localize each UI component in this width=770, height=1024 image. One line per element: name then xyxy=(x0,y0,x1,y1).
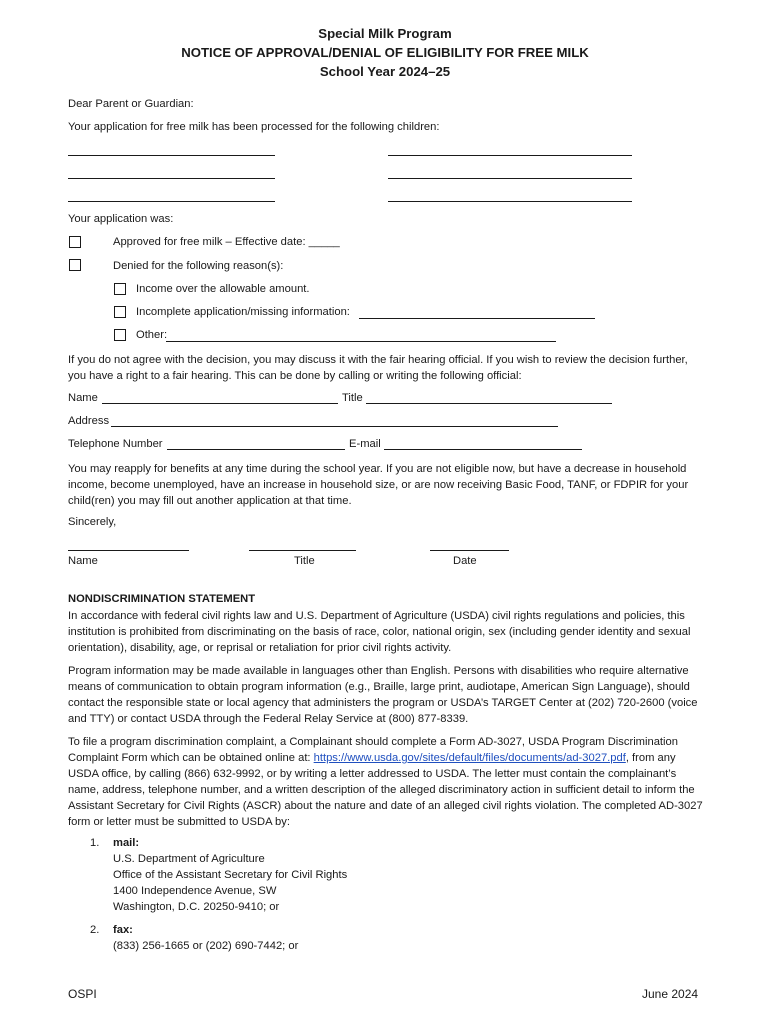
child-name-line[interactable] xyxy=(388,178,632,179)
signature-name-label: Name xyxy=(68,555,98,567)
signature-title-line[interactable] xyxy=(249,550,356,551)
child-name-line[interactable] xyxy=(68,155,275,156)
processed-intro: Your application for free milk has been processed for the following children: xyxy=(68,121,440,133)
missing-info-line[interactable] xyxy=(359,318,595,319)
footer-date: June 2024 xyxy=(642,987,699,1001)
nondiscrimination-para-2: Program information may be made available in languages other than English. Persons with disabilities who require alternative means of communication to obtain program information (e.g., Braille, large print, audiotape, American Sign Language), should contact the responsible state or local agency that administers the program or USDA’s TARGET Center at (202) 720-2600 (voice and TTY) or contact USDA through the Federal Relay Service at (800) 877-8339. xyxy=(68,665,698,725)
official-name-label: Name xyxy=(68,392,98,404)
complaint-text-after: , from any USDA office, by calling (866) 632-9992, or by writing a letter addressed to USDA. The letter must contain the complainant’s name, address, telephone number, and a written description of the alleged discriminatory action in sufficient detail to inform the Assistant Secretary for Civil Rights (ASCR) about the nature and date of an alleged civil rights violation. The completed AD-3027 form or letter must be submitted to USDA by: xyxy=(68,752,703,828)
official-title-label: Title xyxy=(342,392,363,404)
child-name-line[interactable] xyxy=(68,178,275,179)
official-title-line[interactable] xyxy=(366,403,612,404)
official-name-line[interactable] xyxy=(102,403,338,404)
notice-title: NOTICE OF APPROVAL/DENIAL OF ELIGIBILITY FOR FREE MILK xyxy=(181,45,589,60)
official-address-line[interactable] xyxy=(111,426,558,427)
child-name-line[interactable] xyxy=(388,155,632,156)
fax-numbers: (833) 256-1665 or (202) 690-7442; or xyxy=(113,940,299,952)
mail-label: mail: xyxy=(113,837,140,849)
salutation: Dear Parent or Guardian: xyxy=(68,98,194,110)
signature-date-line[interactable] xyxy=(430,550,509,551)
list-item-number: 1. xyxy=(90,837,100,849)
hearing-paragraph: If you do not agree with the decision, you may discuss it with the fair hearing official. If you wish to review the decision further, you have a right to a fair hearing. This can be done by calling or writing the following official: xyxy=(68,354,688,382)
list-item-number: 2. xyxy=(90,924,100,936)
denied-checkbox[interactable] xyxy=(69,259,81,271)
denied-label: Denied for the following reason(s): xyxy=(113,260,284,272)
application-was-label: Your application was: xyxy=(68,213,174,225)
nondiscrimination-para-1: In accordance with federal civil rights law and U.S. Department of Agriculture (USDA) civil rights regulations and policies, this institution is prohibited from discriminating on the basis of race, color, national origin, sex (including gender identity and sexual orientation), disability, age, or reprisal or retaliation for prior civil rights activity. xyxy=(68,610,691,654)
reason-incomplete-checkbox[interactable] xyxy=(114,306,126,318)
reason-income-checkbox[interactable] xyxy=(114,283,126,295)
signature-date-label: Date xyxy=(453,555,477,567)
sincerely: Sincerely, xyxy=(68,516,117,528)
other-reason-line[interactable] xyxy=(166,341,556,342)
official-address-label: Address xyxy=(68,415,110,427)
school-year: School Year 2024–25 xyxy=(319,64,451,79)
ad-3027-link[interactable]: https://www.usda.gov/sites/default/files/documents/ad-3027.pdf xyxy=(313,752,626,764)
mail-address-line: U.S. Department of Agriculture xyxy=(113,853,265,865)
mail-address-line: Washington, D.C. 20250-9410; or xyxy=(113,901,280,913)
nondiscrimination-para-3 xyxy=(68,734,708,830)
fax-label: fax: xyxy=(113,924,133,936)
reason-incomplete-label: Incomplete application/missing information: xyxy=(136,306,350,318)
program-title: Special Milk Program xyxy=(318,26,452,41)
official-telephone-label: Telephone Number xyxy=(68,438,163,450)
reason-other-checkbox[interactable] xyxy=(114,329,126,341)
reason-income-label: Income over the allowable amount. xyxy=(136,283,310,295)
official-telephone-line[interactable] xyxy=(167,449,345,450)
footer-ospi: OSPI xyxy=(68,987,97,1001)
child-name-line[interactable] xyxy=(68,201,275,202)
child-name-line[interactable] xyxy=(388,201,632,202)
complaint-text-before: To file a program discrimination complaint, a Complainant should complete a Form AD-3027, USDA Program Discrimination Complaint Form which can be obtained online at: xyxy=(68,736,678,764)
signature-name-line[interactable] xyxy=(68,550,189,551)
mail-address-line: Office of the Assistant Secretary for Civil Rights xyxy=(113,869,348,881)
signature-title-label: Title xyxy=(294,555,315,567)
approved-checkbox[interactable] xyxy=(69,236,81,248)
official-email-label: E-mail xyxy=(349,438,381,450)
reapply-paragraph: You may reapply for benefits at any time during the school year. If you are not eligible now, but have a decrease in household income, become unemployed, have an increase in household size, or are now receiving Basic Food, TANF, or FDPIR for your child(ren) you may fill out another application at that time. xyxy=(68,463,689,507)
mail-address-line: 1400 Independence Avenue, SW xyxy=(113,885,277,897)
official-email-line[interactable] xyxy=(384,449,582,450)
nondiscrimination-heading: NONDISCRIMINATION STATEMENT xyxy=(68,593,256,605)
approved-label: Approved for free milk – Effective date: _____ xyxy=(113,236,340,248)
reason-other-label: Other: xyxy=(136,329,168,341)
